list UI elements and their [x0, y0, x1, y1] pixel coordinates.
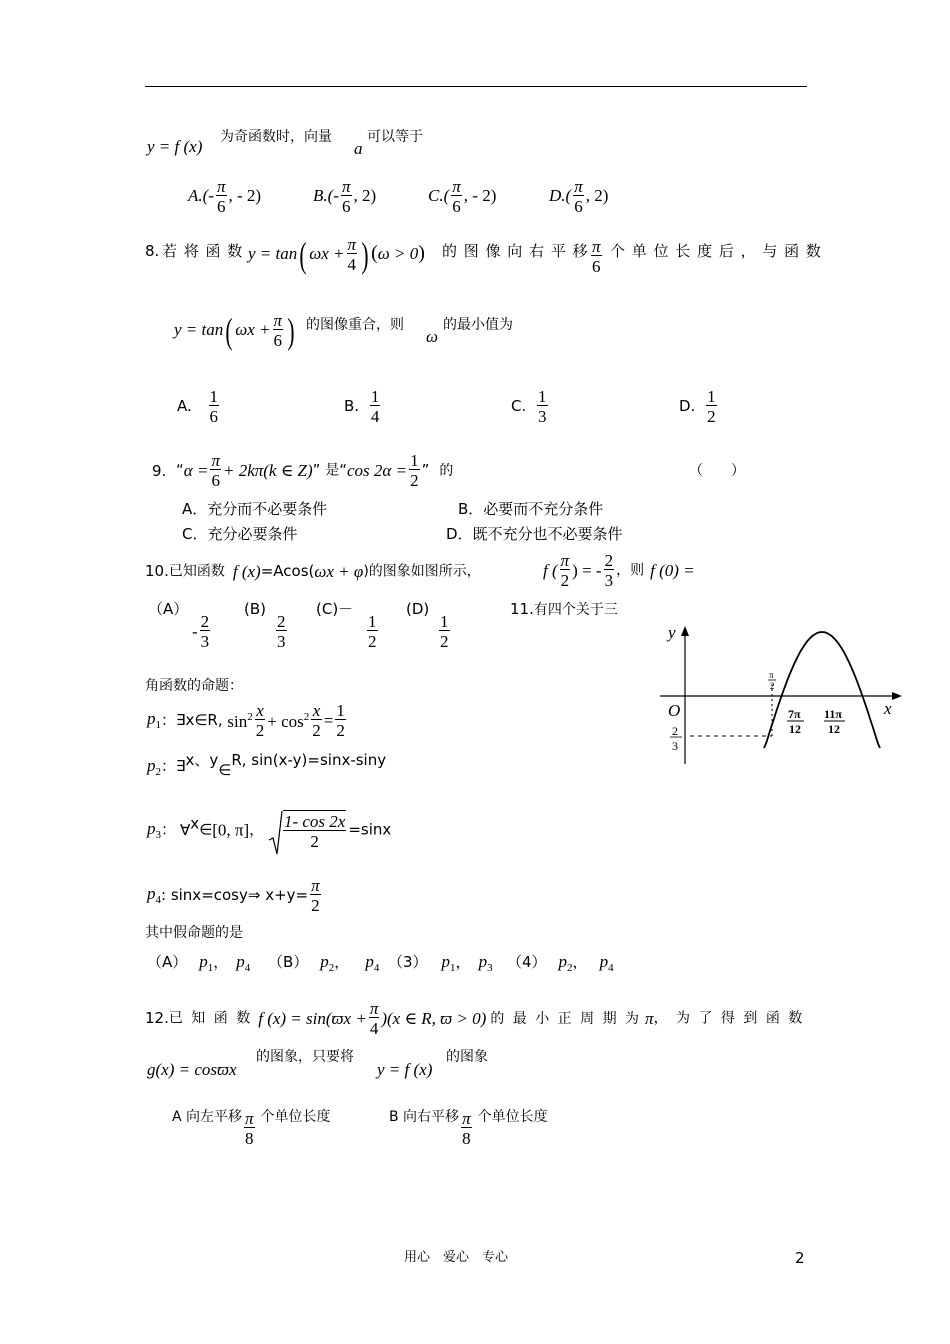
- q9-option-d[interactable]: D．既不充分也不必要条件: [446, 525, 623, 543]
- q12-text5: 的图象: [446, 1049, 488, 1065]
- q7-option-a[interactable]: A.(- $\frac{\pi}{6}$ , - 2): [188, 177, 262, 216]
- q7-stem: y = f (x): [147, 137, 203, 156]
- q11-prop-p1: $p_1$：∃x∈R, $\sin^2$ $\frac{x}{2}$ + $\cos^2$ $\frac{x}{2}$ = $\frac{1}{2}$: [147, 701, 345, 740]
- graph-tick-11pi12-n: 11π: [824, 707, 842, 721]
- q8-option-d[interactable]: D. $\frac{1}{2}$: [679, 387, 716, 426]
- q10-option-b-label[interactable]: (B): [244, 600, 266, 618]
- q11-prop-p4: $p_4$: sinx=cosy⇒ x+y= $\frac{\pi}{2}$: [147, 876, 320, 915]
- q10-option-b-value: $\frac{2}{3}$: [277, 612, 286, 651]
- q10-option-c-value: $\frac{1}{2}$: [368, 612, 377, 651]
- q11-stem-cont: 角函数的命题：: [145, 678, 243, 694]
- q10-option-d-label[interactable]: (D): [406, 600, 430, 618]
- q9-option-c[interactable]: C．充分必要条件: [182, 525, 298, 543]
- page-number: 2: [795, 1249, 805, 1267]
- graph-origin: O: [668, 701, 681, 720]
- q8-shift: $\frac{\pi}{6}$: [592, 237, 601, 276]
- q8-option-a[interactable]: A. $\frac{1}{6}$: [177, 387, 219, 426]
- q7-text2: 可以等于: [367, 129, 423, 145]
- q8-function2: y = tan( ωx + $\frac{\pi}{6}$ ): [174, 310, 295, 351]
- q12-text4: 的图象，只要将: [256, 1049, 354, 1065]
- graph-tick-pi2-d: 2: [770, 681, 775, 691]
- q8-omega: ω: [426, 327, 439, 346]
- graph-x-label: x: [884, 699, 892, 718]
- sqrt-sign-icon: [269, 810, 283, 856]
- q12-option-b[interactable]: B 向右平移 $\frac{\pi}{8}$ 个单位长度: [389, 1109, 548, 1148]
- q11-prop-p3: $p_3$： ∀x∈[0, π]， $\frac{1- \cos 2x}{2}$ =sinx: [147, 810, 391, 850]
- q10-condition: f ( $\frac{\pi}{2}$ ) = - $\frac{2}{3}$ ，则 f (0) =: [543, 551, 695, 590]
- q7-vector-a: a: [354, 139, 363, 158]
- footer-slogan: 用心 爱心 专心: [404, 1250, 509, 1265]
- graph-tick-7pi12-n: 7π: [788, 707, 801, 721]
- graph-x-arrow: [892, 692, 902, 700]
- q8-option-c[interactable]: C. $\frac{1}{3}$: [511, 387, 547, 426]
- q10-option-d-value: $\frac{1}{2}$: [440, 612, 449, 651]
- graph-y-arrow: [681, 626, 689, 636]
- cosine-graph: [652, 624, 910, 770]
- q8-text4: 的图像重合，则: [306, 317, 404, 333]
- q9-stem: “α = $\frac{\pi}{6}$ + 2kπ(k ∈ Z)” 是“cos 2α = $\frac{1}{2}$ ” 的: [176, 451, 454, 490]
- graph-tick-11pi12-d: 12: [828, 722, 840, 736]
- graph-tick-m2: 2: [672, 724, 678, 738]
- q11-sqrt: $\frac{1- \cos 2x}{2}$: [269, 810, 348, 850]
- q11-option-d[interactable]: （4） $p_2$， $p_4$: [507, 952, 614, 974]
- q8-text3: 个 单 位 长 度 后 ， 与 函 数: [610, 242, 822, 260]
- q11-option-a[interactable]: （A） $p_1$， $p_4$: [147, 952, 251, 974]
- q8-text1: 若 将 函 数: [162, 242, 244, 260]
- q8-text2: 的 图 像 向 右 平 移: [442, 242, 589, 260]
- q11-option-b[interactable]: （B） $p_2$， $p_4$: [268, 952, 380, 974]
- q7-text1: 为奇函数时，向量: [220, 129, 332, 145]
- q9-answer-bracket[interactable]: （ ）: [689, 463, 745, 479]
- q10-option-c-label[interactable]: (C)－: [316, 600, 354, 618]
- q11-false-prompt: 其中假命题的是: [145, 925, 243, 941]
- q12-stem: 12.已 知 函 数 f (x) = sin(ϖx + $\frac{\pi}{4}$ )(x ∈ R, ϖ > 0) 的 最 小 正 周 期 为 π， 为 了 得 到 函 数: [145, 999, 805, 1038]
- q12-yfx: y = f (x): [377, 1060, 433, 1079]
- q12-line2: g(x) = cosϖx: [147, 1060, 237, 1079]
- q10-stem: 10.已知函数 f (x)=Acos(ωx + φ)的图象如图所示，: [145, 562, 481, 581]
- q7-option-b[interactable]: B.(- $\frac{\pi}{6}$ , 2): [313, 177, 377, 216]
- q12-option-a[interactable]: A 向左平移 $\frac{\pi}{8}$ 个单位长度: [172, 1109, 331, 1148]
- q11-stem: 11.有四个关于三: [510, 600, 618, 618]
- q9-option-a[interactable]: A．充分而不必要条件: [182, 500, 328, 518]
- graph-tick-7pi12-d: 12: [789, 722, 801, 736]
- q11-prop-p2: $p_2$：∃x、y∈R, sin(x-y)=sinx-siny: [147, 751, 387, 779]
- q8-option-b[interactable]: B. $\frac{1}{4}$: [344, 387, 380, 426]
- graph-tick-m3: 3: [672, 739, 678, 753]
- q8-number: 8.: [145, 242, 160, 260]
- q10-option-a-label[interactable]: （A）: [148, 600, 189, 618]
- graph-curve: [764, 632, 880, 748]
- q10-option-a-value: - $\frac{2}{3}$: [192, 612, 210, 651]
- q8-function1: y = tan( ωx + $\frac{\pi}{4}$ ) (ω > 0): [248, 234, 425, 275]
- q7-option-c[interactable]: C.( $\frac{\pi}{6}$ , - 2): [428, 177, 497, 216]
- q11-option-c[interactable]: （3） $p_1$， $p_3$: [388, 952, 493, 974]
- q8-text5: 的最小值为: [443, 317, 513, 333]
- q9-number: 9.: [152, 462, 167, 480]
- q7-option-d[interactable]: D.( $\frac{\pi}{6}$ , 2): [549, 177, 609, 216]
- header-rule: [145, 86, 807, 87]
- graph-tick-pi2-n: π: [769, 670, 774, 680]
- graph-y-label: y: [668, 624, 676, 642]
- q9-option-b[interactable]: B．必要而不充分条件: [458, 500, 604, 518]
